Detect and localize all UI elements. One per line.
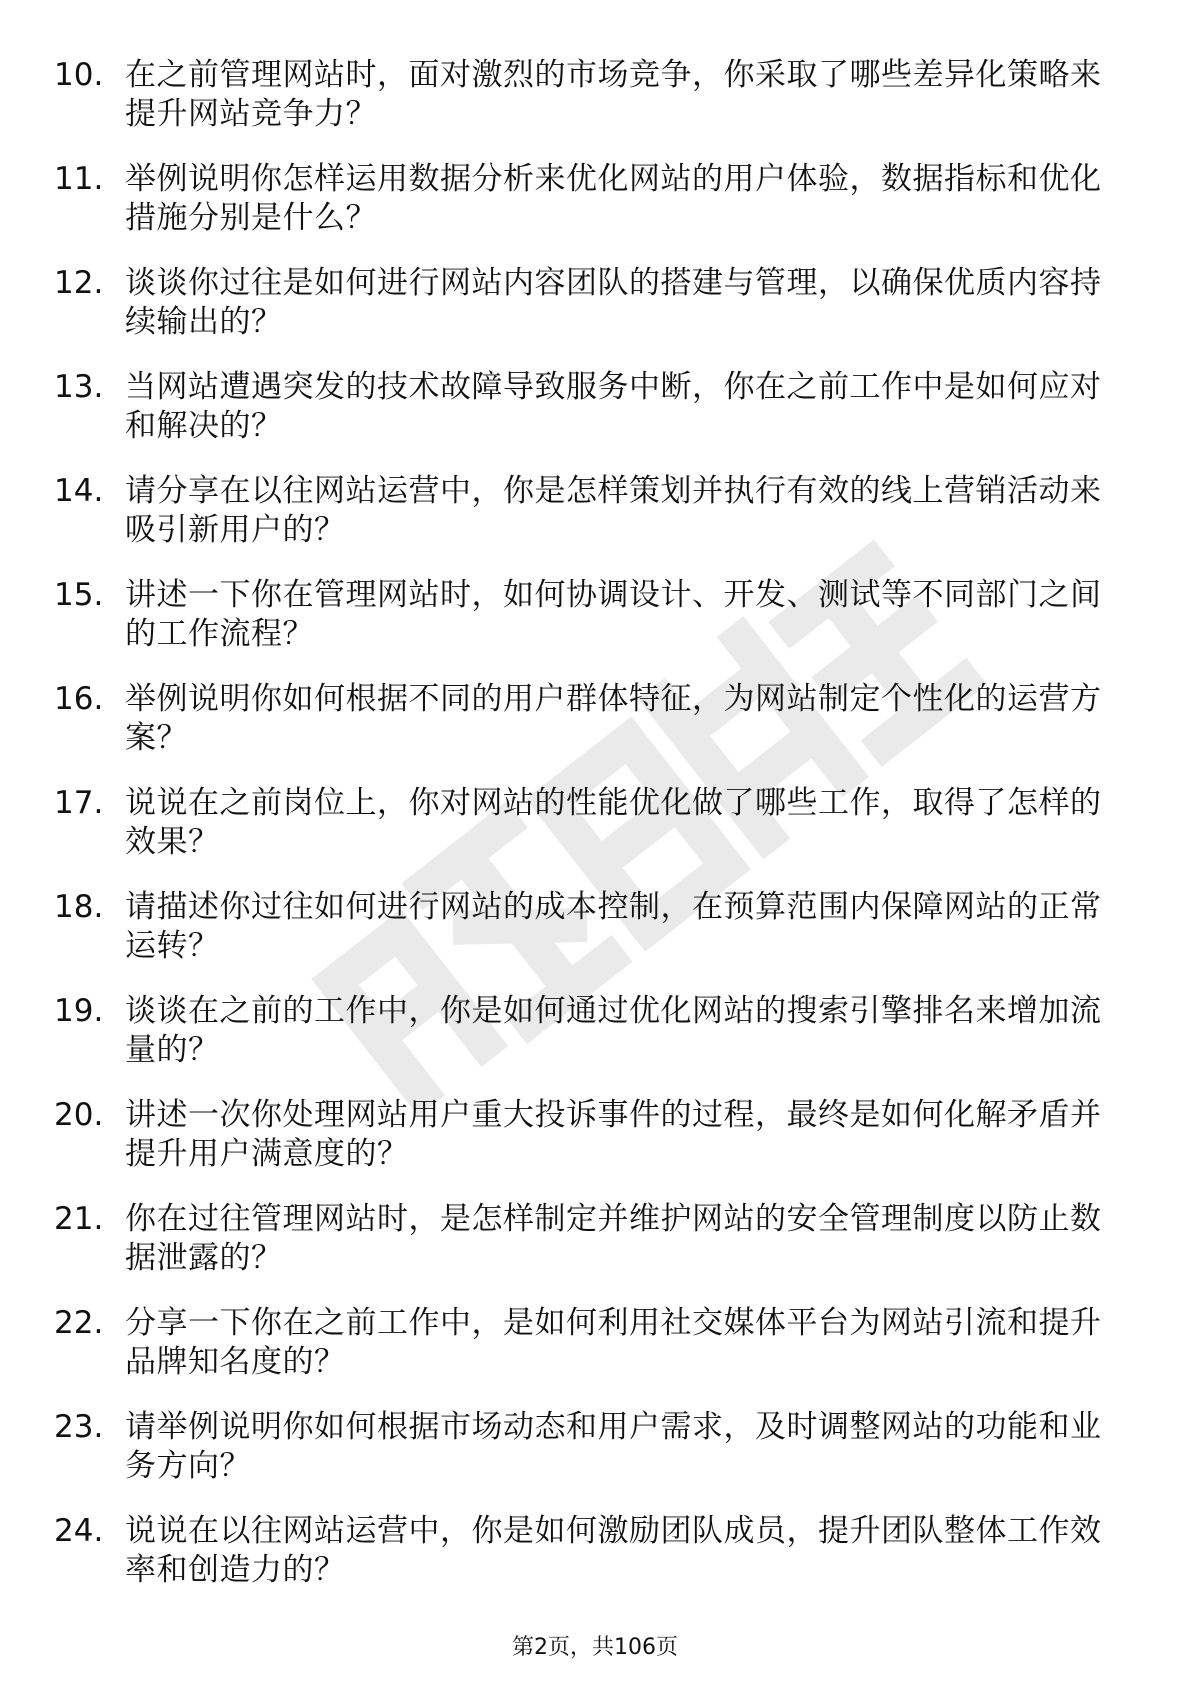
list-item	[0, 1190, 1190, 1294]
question-text: 谈谈在之前的工作中，你是如何通过优化网站的搜索引擎排名来增加流量的？	[125, 993, 1102, 1068]
question-list	[0, 46, 1190, 1606]
question-text: 请举例说明你如何根据市场动态和用户需求，及时调整网站的功能和业务方向？	[125, 1409, 1102, 1484]
list-item	[0, 254, 1190, 358]
question-number: 12.	[54, 265, 104, 301]
question-text: 讲述一下你在管理网站时，如何协调设计、开发、测试等不同部门之间的工作流程？	[125, 577, 1102, 652]
list-item	[0, 150, 1190, 254]
question-text: 请描述你过往如何进行网站的成本控制，在预算范围内保障网站的正常运转？	[125, 889, 1102, 964]
question-number: 11.	[54, 161, 104, 197]
list-item	[0, 358, 1190, 462]
question-number: 13.	[54, 369, 104, 405]
question-number: 19.	[54, 993, 104, 1029]
question-text: 分享一下你在之前工作中，是如何利用社交媒体平台为网站引流和提升品牌知名度的？	[125, 1305, 1102, 1380]
list-item	[0, 670, 1190, 774]
question-text: 你在过往管理网站时，是怎样制定并维护网站的安全管理制度以防止数据泄露的？	[125, 1201, 1102, 1276]
question-number: 24.	[54, 1513, 104, 1549]
question-text: 说说在之前岗位上，你对网站的性能优化做了哪些工作，取得了怎样的效果？	[125, 785, 1102, 860]
list-item	[0, 566, 1190, 670]
question-number: 14.	[54, 473, 104, 509]
question-number: 20.	[54, 1097, 104, 1133]
list-item	[0, 1086, 1190, 1190]
question-number: 16.	[54, 681, 104, 717]
question-text: 说说在以往网站运营中，你是如何激励团队成员，提升团队整体工作效率和创造力的？	[125, 1513, 1102, 1588]
question-text: 请分享在以往网站运营中，你是怎样策划并执行有效的线上营销活动来吸引新用户的？	[125, 473, 1102, 548]
list-item	[0, 1502, 1190, 1606]
question-text: 举例说明你怎样运用数据分析来优化网站的用户体验，数据指标和优化措施分别是什么？	[125, 161, 1102, 236]
list-item	[0, 462, 1190, 566]
question-number: 15.	[54, 577, 104, 613]
question-text: 谈谈你过往是如何进行网站内容团队的搭建与管理，以确保优质内容持续输出的？	[125, 265, 1102, 340]
list-item	[0, 774, 1190, 878]
question-number: 10.	[54, 57, 104, 93]
question-number: 21.	[54, 1201, 104, 1237]
question-text: 在之前管理网站时，面对激烈的市场竞争，你采取了哪些差异化策略来提升网站竞争力？	[125, 57, 1102, 132]
question-number: 18.	[54, 889, 104, 925]
list-item	[0, 982, 1190, 1086]
question-number: 17.	[54, 785, 104, 821]
question-text: 举例说明你如何根据不同的用户群体特征，为网站制定个性化的运营方案？	[125, 681, 1102, 756]
list-item	[0, 878, 1190, 982]
question-number: 23.	[54, 1409, 104, 1445]
list-item	[0, 46, 1190, 150]
question-text: 讲述一次你处理网站用户重大投诉事件的过程，最终是如何化解矛盾并提升用户满意度的？	[125, 1097, 1102, 1172]
question-text: 当网站遭遇突发的技术故障导致服务中断，你在之前工作中是如何应对和解决的？	[125, 369, 1102, 444]
list-item	[0, 1398, 1190, 1502]
page-number: 第2页，共106页	[512, 1635, 678, 1660]
list-item	[0, 1294, 1190, 1398]
question-number: 22.	[54, 1305, 104, 1341]
